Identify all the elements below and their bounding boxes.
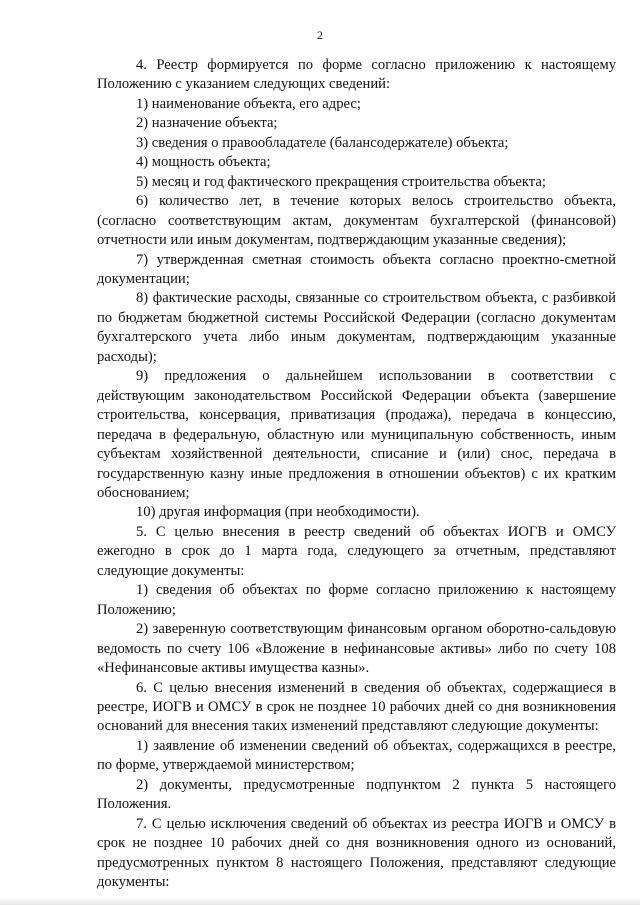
scan-bottom-edge [0,897,640,905]
paragraph-6-item-2: 2) документы, предусмотренные подпунктом 2 пункта 5 настоящего Положения. [97,776,616,813]
paragraph-4-item-3: 3) сведения о правообладателе (балансодержателе) объекта; [136,134,509,151]
paragraph-4-item-1: 1) наименование объекта, его адрес; [136,95,361,112]
paragraph-4: 4. Реестр формируется по форме согласно приложению к настоящему Положению с указанием следующих сведений: [97,57,616,93]
paragraph-4-item-6: 6) количество лет, в течение которых велось строительство объекта, (согласно соответствующим актам, документам бухгалтерской (финансовой) отчетности или иным документам, подтверждающим указанные сведения); [97,193,616,249]
paragraph-6: 6. С целью внесения изменений в сведения об объектах, содержащиеся в реестре, ИОГВ и ОМСУ в срок не позднее 10 рабочих дней со дня возникновения оснований для внесения таких изменений представляют следующие документы: [97,679,616,735]
document-body [97,56,616,892]
paragraph-4-item-10: 10) другая информация (при необходимости). [136,504,420,521]
paragraph-4-item-8: 8) фактические расходы, связанные со строительством объекта, с разбивкой по бюджетам бюджетной системы Российской Федерации (согласно документам бухгалтерского учета либо иным документам, подтверждающим указанные расходы); [97,290,616,365]
paragraph-4-item-5: 5) месяц и год фактического прекращения строительства объекта; [136,173,546,190]
paragraph-4-item-7: 7) утвержденная сметная стоимость объекта согласно проектно-сметной документации; [97,251,616,287]
paragraph-6-item-1: 1) заявление об изменении сведений об объектах, содержащихся в реестре, по форме, утверждаемой министерством; [97,737,616,774]
paragraph-4-item-9: 9) предложения о дальнейшем использовании в соответствии с действующим законодательством Российской Федерации объекта (завершение строительства, консервация, приватизация (продажа), передача в концессию, передача в федеральную, областную или муниципальную собственность, иным субъектам хозяйственной деятельности, списание и (или) снос, передача в государственную казну иные предложения в отношении объектов) с их кратким обоснованием; [97,368,616,501]
paragraph-5-item-2: 2) заверенную соответствующим финансовым органом оборотно-сальдовую ведомость по счету 106 «Вложение в нефинансовые активы» либо по счету 108 «Нефинансовые активы имущества казны». [97,621,616,677]
paragraph-5-item-1: 1) сведения об объектах по форме согласно приложению к настоящему Положению; [97,582,616,618]
paragraph-4-item-4: 4) мощность объекта; [136,154,271,171]
paragraph-4-item-2: 2) назначение объекта; [136,115,278,132]
paragraph-5: 5. С целью внесения в реестр сведений об объектах ИОГВ и ОМСУ ежегодно в срок до 1 марта года, следующего за отчетным, представляют следующие документы: [97,523,616,579]
page-number: 2 [317,28,323,42]
paragraph-7: 7. С целью исключения сведений об объектах из реестра ИОГВ и ОМСУ в срок не позднее 10 рабочих дней со дня возникновения одного из оснований, предусмотренных пунктом 8 настоящего Положения, представляют следующие документы: [97,815,616,891]
